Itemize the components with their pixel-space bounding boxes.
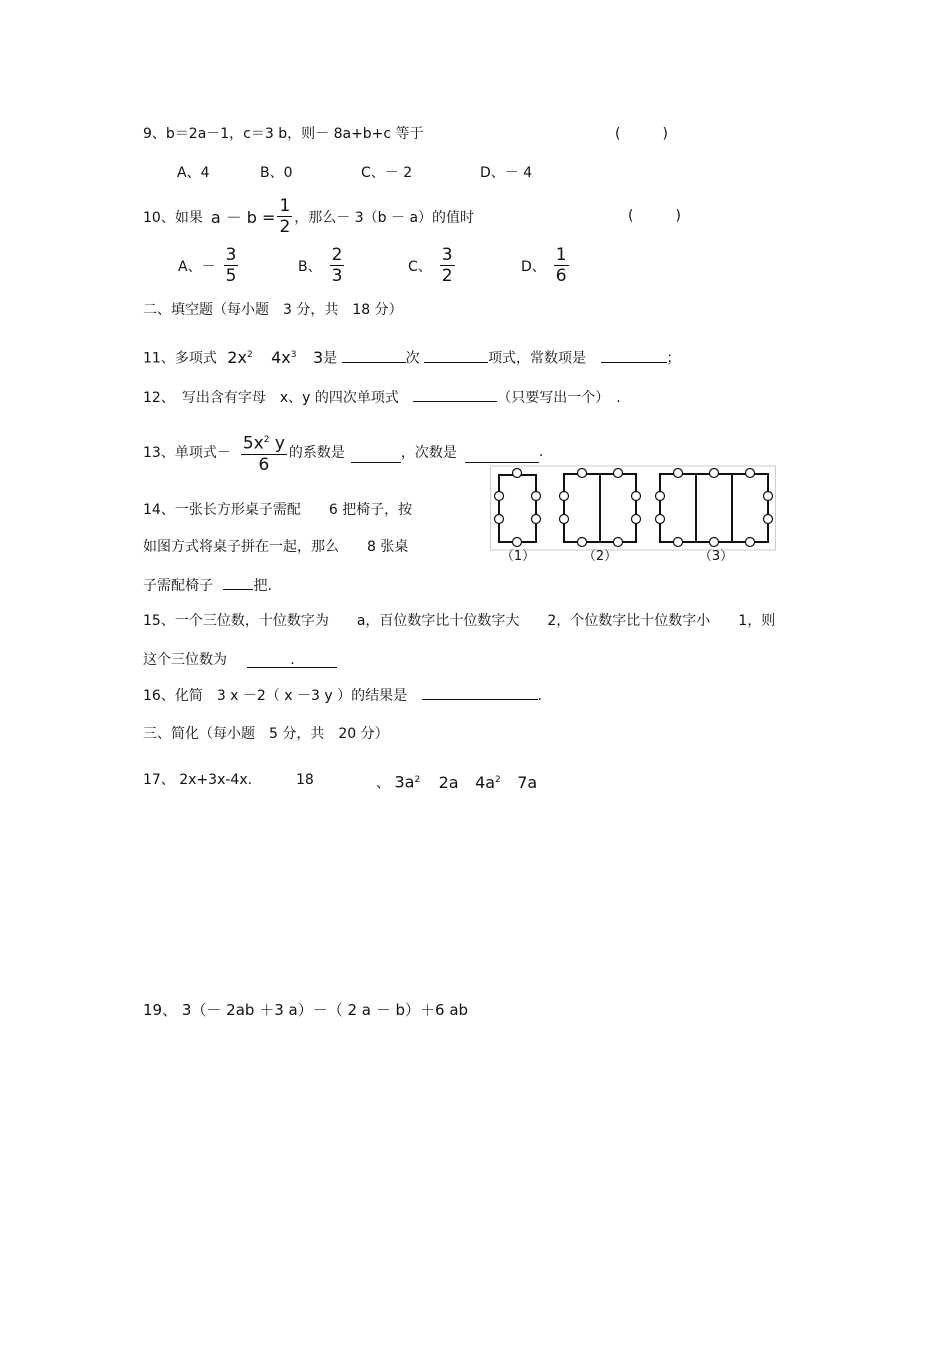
- chair-icon: [495, 492, 504, 501]
- q10-option-b-den: 3: [331, 266, 343, 286]
- q12-suffix: （只要写出一个） .: [497, 390, 621, 406]
- q13-end: .: [538, 444, 544, 461]
- q13-prefix: 13、单项式－: [143, 445, 231, 462]
- q11-terms-blank[interactable]: [424, 348, 488, 363]
- q14-line-3-b: 把.: [253, 578, 272, 594]
- q12-answer-blank[interactable]: [413, 387, 497, 402]
- q10-option-c-num: 3: [441, 245, 453, 265]
- chair-icon: [578, 538, 587, 547]
- q16-answer-blank[interactable]: [422, 685, 538, 700]
- chair-icon: [764, 515, 773, 524]
- chair-icon: [746, 469, 755, 478]
- q14-line-1: 14、一张长方形桌子需配 6 把椅子，按: [143, 502, 413, 518]
- chair-icon: [532, 492, 541, 501]
- q15-line-2: [143, 650, 337, 670]
- q18-term-1: 3a: [394, 772, 415, 792]
- q13-frac-num: [241, 430, 287, 455]
- fig-label-2: （2）: [582, 549, 618, 564]
- q12-prefix: 12、 写出含有字母 x、y 的四次单项式: [143, 390, 399, 406]
- q11-constant-blank[interactable]: [601, 348, 667, 363]
- q14-line-3-a: 子需配椅子: [143, 578, 213, 594]
- section-2-heading: 二、填空题（每小题 3 分，共 18 分）: [143, 302, 403, 318]
- q16-line: [143, 685, 542, 706]
- q13-coefficient-blank[interactable]: [351, 448, 401, 463]
- q13-line: [143, 430, 543, 475]
- q10-prefix: 10、如果: [143, 209, 203, 226]
- q10-frac-num: 1: [279, 196, 291, 216]
- q10-option-c-den: 2: [441, 266, 453, 286]
- q11-exp-2: 3: [290, 350, 297, 360]
- q14-answer-blank[interactable]: [223, 575, 253, 590]
- q10-expr: a － b =: [210, 208, 276, 227]
- q13-num-a: 5x: [242, 433, 264, 454]
- q18-term-2: 2a: [438, 772, 459, 792]
- q16-text: 16、化简 3 x －2（ x －3 y ）的结果是: [143, 688, 408, 704]
- q11-end: ；: [666, 350, 681, 367]
- q11-term-3: 3: [312, 347, 324, 367]
- q14-line-2: 如图方式将桌子拼在一起，那么 8 张桌: [143, 539, 409, 555]
- q19-text: 19、 3（－ 2ab ＋3 a）－（ 2 a － b）＋6 ab: [143, 1001, 469, 1019]
- q15-answer-blank[interactable]: [247, 653, 337, 668]
- table-3-left: [660, 474, 696, 542]
- q10-frac-den: 2: [279, 217, 291, 237]
- chair-icon: [632, 492, 641, 501]
- q11-term-1: 2x: [227, 347, 247, 367]
- q12-line: [143, 387, 621, 408]
- q13-num-exp: 2: [263, 435, 270, 445]
- chair-icon: [560, 515, 569, 524]
- table-chairs-figure: [490, 462, 776, 568]
- q9-option-d: D、－ 4: [480, 165, 533, 181]
- chair-icon: [746, 538, 755, 547]
- q11-degree-blank[interactable]: [342, 348, 406, 363]
- q10-option-d-label: D、: [521, 258, 546, 275]
- q9-text: 9、b＝2a－1，c＝3 b，则－ 8a+b+c 等于: [143, 126, 424, 142]
- q16-end: .: [537, 688, 542, 704]
- q10-option-d-fraction: [554, 245, 569, 286]
- q11-s2: 次: [405, 350, 420, 367]
- chair-icon: [710, 469, 719, 478]
- q13-fraction: [241, 430, 287, 475]
- q15-line-2-text: 这个三位数为: [143, 652, 227, 668]
- q10-option-a: [178, 245, 240, 286]
- q10-option-d-num: 1: [555, 245, 567, 265]
- q10-option-a-fraction: [224, 245, 239, 286]
- q10-option-b-fraction: [330, 245, 345, 286]
- chair-icon: [674, 538, 683, 547]
- q13-s2: ，次数是: [400, 445, 457, 462]
- chair-icon: [764, 492, 773, 501]
- q10-answer-paren: ( ): [628, 208, 681, 224]
- q9-answer-paren: ( ): [615, 126, 668, 142]
- q10-suffix: ，那么－ 3（b － a）的值时: [294, 209, 475, 226]
- chair-icon: [632, 515, 641, 524]
- q11-term-2: 4x: [271, 347, 291, 367]
- chair-icon: [674, 469, 683, 478]
- q18-exp-1: 2: [414, 775, 421, 785]
- q14-line-3: [143, 575, 272, 596]
- q18-term-4: 7a: [517, 772, 538, 792]
- q10-option-a-den: 5: [225, 266, 237, 286]
- table-2-right: [600, 474, 636, 542]
- chair-icon: [513, 469, 522, 478]
- q9-option-c: C、－ 2: [361, 165, 413, 181]
- q10-option-b: [298, 245, 346, 286]
- q13-num-b: y: [269, 433, 285, 454]
- q10-option-d-den: 6: [555, 266, 567, 286]
- q13-degree-blank[interactable]: [465, 448, 539, 463]
- q10-line: [143, 196, 474, 237]
- q10-option-a-label: A、－: [178, 258, 216, 275]
- table-3-right: [732, 474, 768, 542]
- chair-icon: [513, 538, 522, 547]
- q11-s1: 是: [323, 350, 338, 367]
- q11-line: [143, 345, 681, 369]
- chair-icon: [560, 492, 569, 501]
- chair-icon: [710, 538, 719, 547]
- table-3-middle: [696, 474, 732, 542]
- q11-exp-1: 2: [246, 350, 253, 360]
- chair-icon: [614, 538, 623, 547]
- q10-option-a-num: 3: [225, 245, 237, 265]
- chair-icon: [495, 515, 504, 524]
- q10-option-c: [408, 245, 457, 286]
- q13-s1: 的系数是: [288, 445, 345, 462]
- q18-expression: [376, 770, 537, 794]
- table-1: [499, 475, 536, 542]
- q18-number: 18: [296, 772, 314, 788]
- chair-icon: [532, 515, 541, 524]
- q11-s3: 项式，常数项是: [488, 350, 587, 367]
- q15-dot: .: [290, 652, 295, 668]
- q13-frac-den: 6: [258, 454, 270, 475]
- q18-sep: 、: [376, 775, 390, 792]
- chair-icon: [578, 469, 587, 478]
- q10-option-c-label: C、: [408, 258, 432, 275]
- q18-exp-3: 2: [495, 775, 501, 785]
- chair-icon: [656, 515, 665, 524]
- q18-term-3: 4a: [475, 772, 496, 792]
- q15-line-1: 15、一个三位数，十位数字为 a，百位数字比十位数字大 2，个位数字比十位数字小 1，则: [143, 613, 776, 629]
- q9-option-b: B、0: [260, 165, 293, 181]
- chair-icon: [656, 492, 665, 501]
- q11-prefix: 11、多项式: [143, 350, 217, 367]
- q10-option-d: [521, 245, 571, 286]
- fig-label-1: （1）: [500, 549, 536, 564]
- chair-icon: [614, 469, 623, 478]
- q10-option-c-fraction: [440, 245, 455, 286]
- table-2-left: [564, 474, 600, 542]
- q10-option-b-num: 2: [331, 245, 343, 265]
- q10-fraction: [277, 196, 292, 237]
- q10-option-b-label: B、: [298, 258, 322, 275]
- q17-text: 17、 2x+3x-4x.: [143, 772, 253, 788]
- section-3-heading: 三、简化（每小题 5 分，共 20 分）: [143, 726, 389, 742]
- fig-label-3: （3）: [698, 549, 734, 564]
- q9-option-a: A、4: [177, 165, 210, 181]
